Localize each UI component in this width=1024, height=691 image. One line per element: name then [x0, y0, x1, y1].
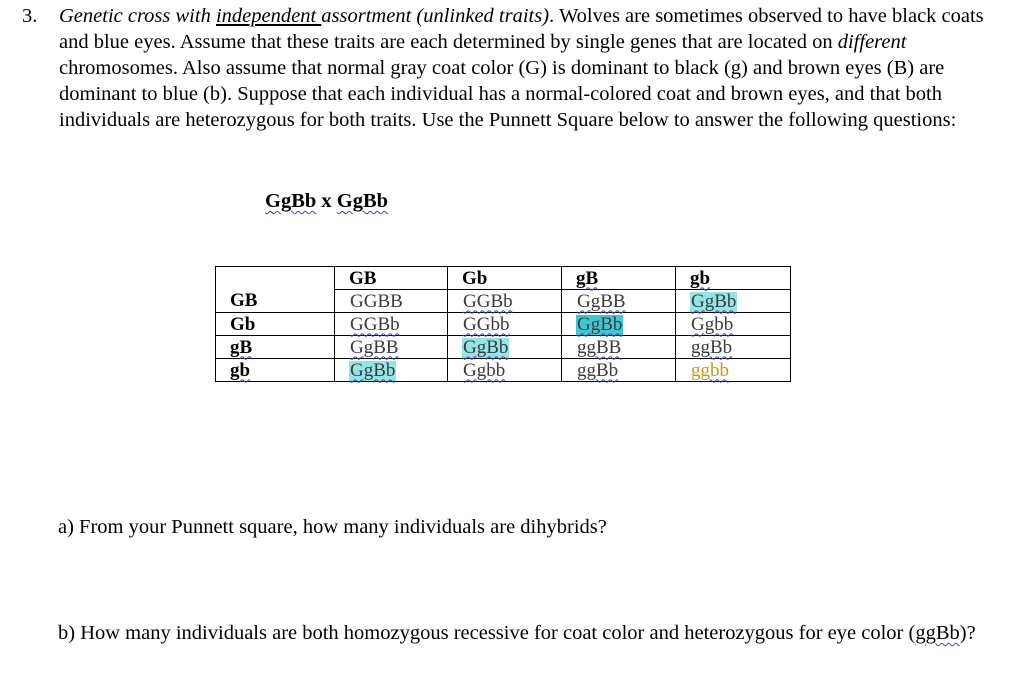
- punnett-cell: GgBb: [448, 336, 562, 359]
- cross-expression: [265, 190, 388, 213]
- punnett-cell: Ggbb: [676, 313, 791, 336]
- punnett-cell: GGBb: [335, 313, 448, 336]
- col-header-gB: gB: [562, 267, 676, 290]
- punnett-cell: GgBb: [335, 359, 448, 382]
- question-title: [59, 5, 549, 27]
- punnett-cell: ggbb: [676, 359, 791, 382]
- part-b-genotype: ggBb: [915, 622, 960, 644]
- punnett-cell: GgBb: [676, 290, 791, 313]
- row-header-gB: gB: [216, 336, 335, 359]
- punnett-row-Gb: [216, 313, 791, 336]
- punnett-cell: GgBB: [335, 336, 448, 359]
- question-number: 3.: [22, 5, 38, 27]
- punnett-cell: GGBb: [448, 290, 562, 313]
- title-part2: assortment (unlinked traits): [321, 5, 550, 27]
- question-text: [59, 3, 1012, 133]
- col-header-GB: GB: [335, 267, 448, 290]
- question-body: Wolves are sometimes observed to have black coats and blue eyes. Assume that these traits are each determined by single genes that are located on: [59, 5, 984, 53]
- part-b-question: [58, 620, 1018, 646]
- question-body-emphasis: different: [837, 31, 907, 53]
- row-header-GB: GB: [216, 290, 335, 313]
- punnett-cell: ggBb: [676, 336, 791, 359]
- part-b-end: )?: [959, 622, 976, 644]
- punnett-row-gB: [216, 336, 791, 359]
- cross-parent1: GgBb: [265, 190, 317, 212]
- part-b-text: b) How many individuals are both homozygous recessive for coat color and heterozygous for eye color (: [58, 622, 916, 644]
- punnett-cell: ggBB: [562, 336, 676, 359]
- punnett-cell: GgBB: [562, 290, 676, 313]
- title-underlined: independent: [215, 5, 322, 27]
- punnett-corner: [216, 267, 335, 290]
- punnett-cell: GGbb: [448, 313, 562, 336]
- punnett-header-row: [216, 267, 791, 290]
- part-a-question: a) From your Punnett square, how many individuals are dihybrids?: [58, 516, 607, 538]
- row-header-gb: gb: [216, 359, 335, 382]
- punnett-cell: ggBb: [562, 359, 676, 382]
- punnett-row-gb: [216, 359, 791, 382]
- cross-times: x: [316, 190, 337, 212]
- title-part1: Genetic cross with: [59, 5, 216, 27]
- punnett-cell: Ggbb: [448, 359, 562, 382]
- col-header-gb: gb: [676, 267, 791, 290]
- row-header-Gb: Gb: [216, 313, 335, 336]
- punnett-row-GB: [216, 290, 791, 313]
- question-3: [22, 3, 1012, 133]
- cross-parent2: GgBb: [336, 190, 389, 212]
- question-body-rest: chromosomes. Also assume that normal gray coat color (G) is dominant to black (g) and brown eyes (B) are dominant to blue (b). Suppose that each individual has a normal-colored coat and brown eyes, and that both individuals are heterozygous for both traits. Use the Punnett Square below to answer the following questions:: [59, 57, 957, 131]
- punnett-square: [215, 266, 791, 382]
- title-end: .: [549, 5, 555, 27]
- col-header-Gb: Gb: [448, 267, 562, 290]
- punnett-cell: GgBb: [562, 313, 676, 336]
- punnett-cell: GGBB: [335, 290, 448, 313]
